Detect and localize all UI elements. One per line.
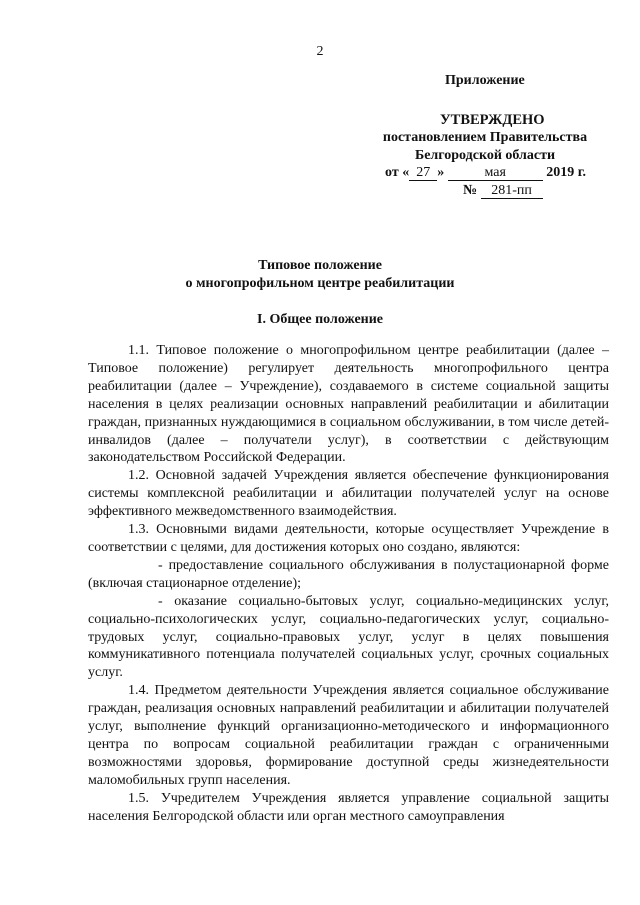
date-prefix: от « (385, 165, 410, 181)
body-text (88, 342, 609, 825)
paragraph-1-3: 1.3. Основными видами деятельности, которые осуществляет Учреждение в соответствии с целями, для достижения которых оно создано, являются: (88, 522, 609, 555)
paragraph-1-4: 1.4. Предметом деятельности Учреждения является социальное обслуживание граждан, реализация основных направлений реабилитации и абилитации получателей услуг, выполнение функций организационно-методического и информационного центра по вопросам социальной реабилитации граждан с ограниченными возможностями здоровья, формирование доступной среды жизнедеятельности маломобильных групп населения. (88, 683, 609, 788)
approval-block (360, 72, 610, 200)
approved-label: УТВЕРЖДЕНО (440, 111, 545, 128)
title-line-2: о многопрофильном центре реабилитации (185, 276, 455, 291)
paragraph-1-5: 1.5. Учредителем Учреждения является управление социальной защиты населения Белгородской области или орган местного самоуправления (88, 790, 609, 824)
approval-date (360, 164, 610, 182)
paragraph-1-1: 1.1. Типовое положение о многопрофильном центре реабилитации (далее – Типовое положение) регулирует деятельность многопрофильного центра реабилитации (далее – Учреждение), создаваемого в системе социальной защиты населения в целях реализации основных направлений реабилитации и абилитации граждан, признанных нуждающимися в социальном обслуживании, в том числе детей-инвалидов (далее – получатели услуг), в соответствии с действующим законодательством Российской Федерации. (88, 343, 609, 466)
region-line: Белгородской области (414, 147, 556, 163)
resolution-line: постановлением Правительства (382, 130, 588, 146)
number-prefix: № (463, 182, 478, 198)
number-value: 281-пп (481, 184, 543, 199)
page-number: 2 (316, 44, 324, 59)
approval-number (360, 182, 610, 200)
date-year: 2019 г. (546, 165, 586, 181)
date-day: 27 (409, 166, 437, 181)
section-heading: I. Общее положение (257, 312, 383, 327)
date-mid: » (437, 165, 445, 181)
list-item-services: - оказание социально-бытовых услуг, социально-медицинских услуг, социально-психологических услуг, социально-педагогических услуг, социально-трудовых услуг, социально-правовых услуг, услуг в целях повышения коммуникативного потенциала получателей социальных услуг, срочных социальных услуг. (88, 593, 609, 681)
document-title (0, 257, 640, 293)
appendix-label: Приложение (445, 73, 525, 88)
paragraph-1-2: 1.2. Основной задачей Учреждения является обеспечение функционирования системы комплексной реабилитации и абилитации получателей услуг на основе эффективного межведомственного взаимодействия. (88, 468, 609, 520)
date-month: мая (448, 166, 543, 181)
title-line-1: Типовое положение (258, 258, 382, 273)
list-item-service-form: - предоставление социального обслуживания в полустационарной форме (включая стационарное отделение); (88, 557, 609, 591)
